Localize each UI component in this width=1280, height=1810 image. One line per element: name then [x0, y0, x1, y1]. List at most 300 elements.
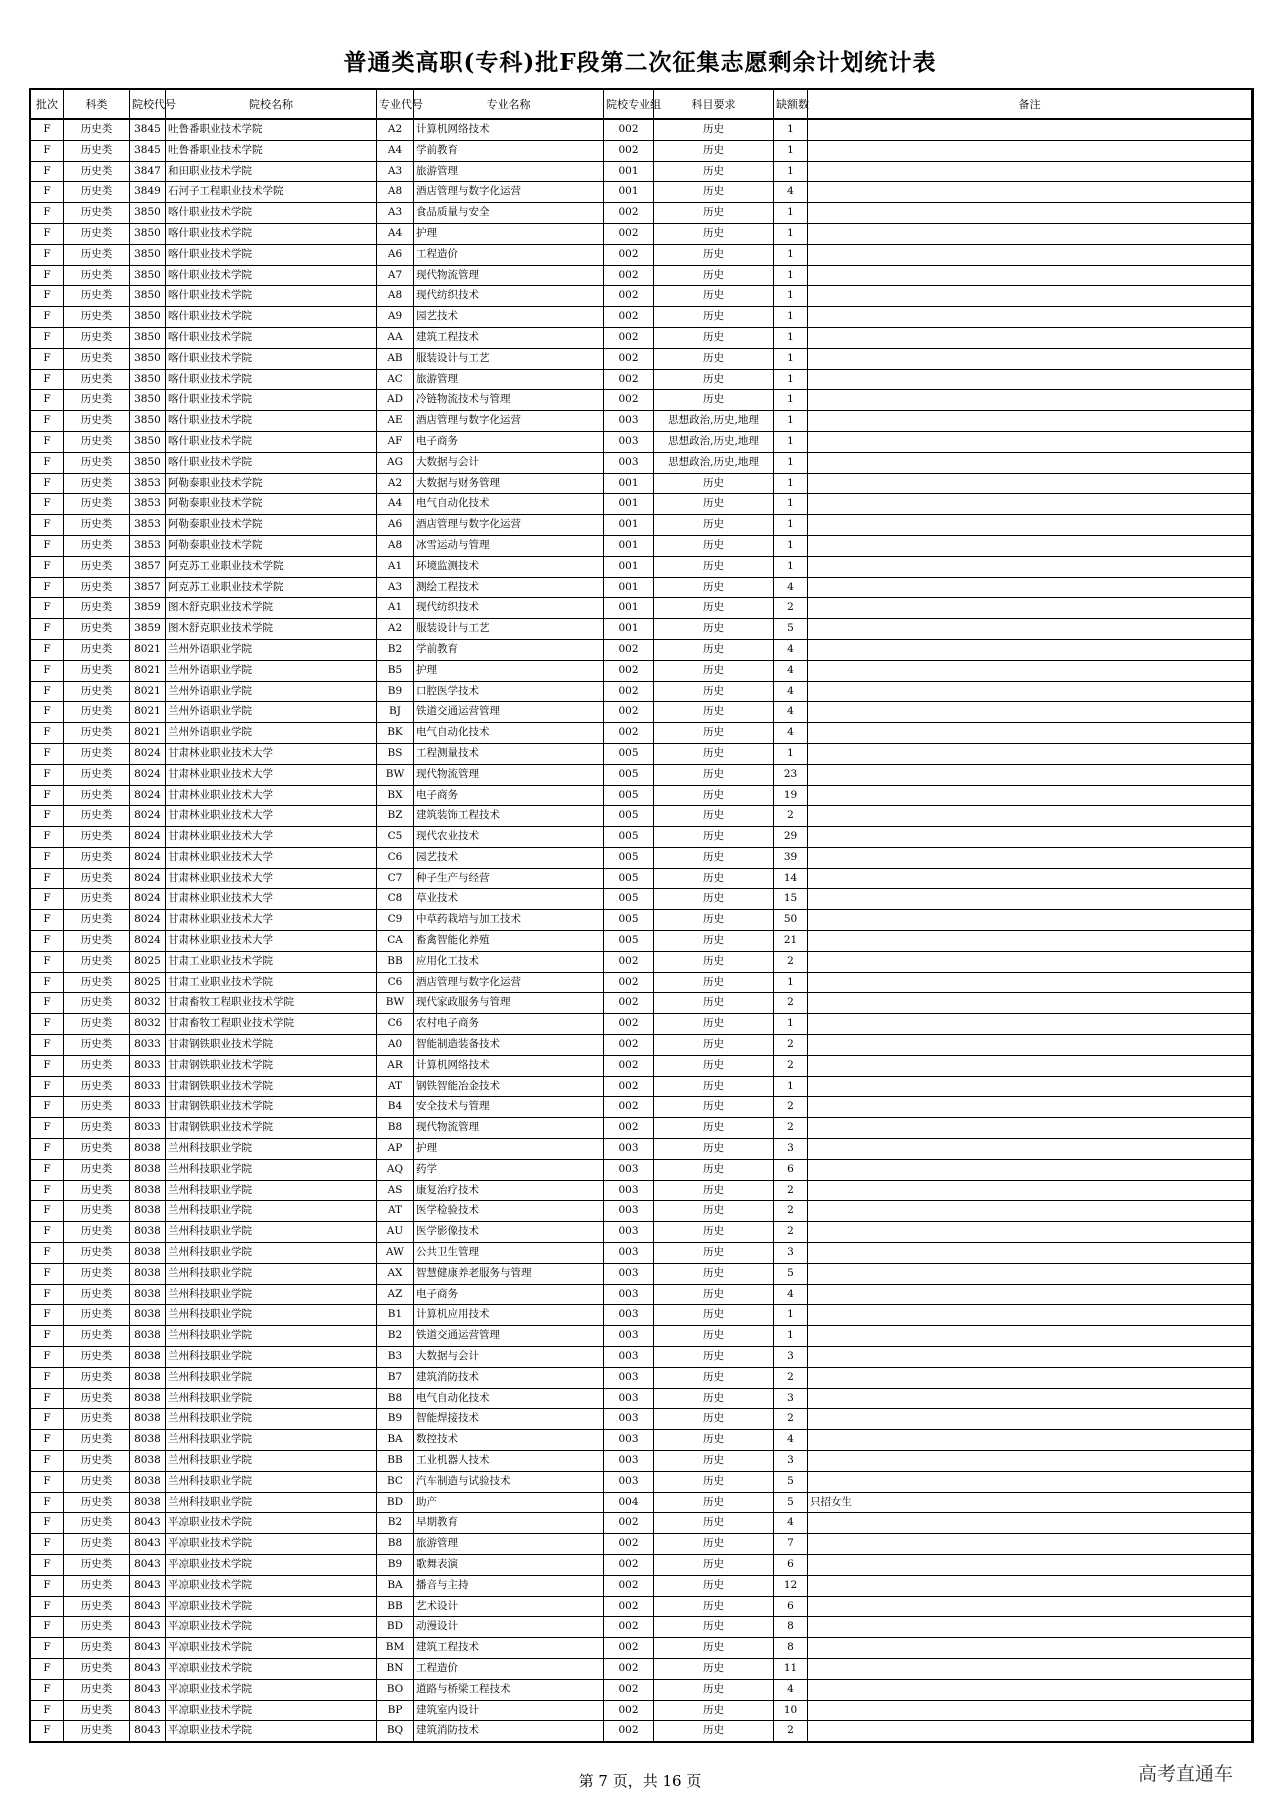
- table-row: [31, 203, 1252, 224]
- table-row: [31, 1451, 1252, 1472]
- cell-major-name: 环境监测技术: [414, 556, 604, 577]
- cell-vacancy: 4: [774, 723, 808, 744]
- cell-major-code: AZ: [377, 1284, 414, 1305]
- cell-batch: F: [31, 369, 64, 390]
- cell-school-code: 3859: [130, 598, 166, 619]
- cell-subject-req: 历史: [654, 244, 774, 265]
- cell-vacancy: 2: [774, 1721, 808, 1742]
- cell-remark: [808, 494, 1252, 515]
- cell-subject-req: 历史: [654, 535, 774, 556]
- cell-remark: [808, 286, 1252, 307]
- cell-batch: F: [31, 1388, 64, 1409]
- cell-remark: [808, 1159, 1252, 1180]
- cell-major-code: AC: [377, 369, 414, 390]
- cell-category: 历史类: [64, 1451, 130, 1472]
- cell-school-name: 兰州科技职业学院: [166, 1284, 377, 1305]
- cell-vacancy: 4: [774, 1284, 808, 1305]
- cell-school-code: 8043: [130, 1700, 166, 1721]
- cell-major-name: 大数据与会计: [414, 452, 604, 473]
- cell-major-code: AQ: [377, 1159, 414, 1180]
- cell-batch: F: [31, 598, 64, 619]
- cell-school-name: 兰州科技职业学院: [166, 1243, 377, 1264]
- cell-subject-req: 历史: [654, 286, 774, 307]
- cell-remark: [808, 1617, 1252, 1638]
- cell-group-code: 002: [604, 140, 654, 161]
- cell-group-code: 002: [604, 723, 654, 744]
- cell-major-name: 酒店管理与数字化运营: [414, 515, 604, 536]
- cell-batch: F: [31, 868, 64, 889]
- cell-major-name: 工程造价: [414, 1658, 604, 1679]
- cell-vacancy: 1: [774, 286, 808, 307]
- cell-category: 历史类: [64, 1430, 130, 1451]
- cell-group-code: 002: [604, 244, 654, 265]
- cell-vacancy: 19: [774, 785, 808, 806]
- cell-major-name: 建筑装饰工程技术: [414, 806, 604, 827]
- cell-major-code: AF: [377, 431, 414, 452]
- cell-group-code: 003: [604, 1284, 654, 1305]
- cell-vacancy: 1: [774, 473, 808, 494]
- table-row: [31, 223, 1252, 244]
- table-row: [31, 1658, 1252, 1679]
- cell-remark: [808, 1471, 1252, 1492]
- cell-major-name: 电气自动化技术: [414, 1388, 604, 1409]
- cell-category: 历史类: [64, 1035, 130, 1056]
- cell-category: 历史类: [64, 473, 130, 494]
- cell-category: 历史类: [64, 1513, 130, 1534]
- cell-remark: [808, 598, 1252, 619]
- cell-group-code: 003: [604, 1159, 654, 1180]
- cell-category: 历史类: [64, 161, 130, 182]
- table-row: [31, 868, 1252, 889]
- cell-major-name: 播音与主持: [414, 1575, 604, 1596]
- cell-subject-req: 历史: [654, 1201, 774, 1222]
- cell-major-name: 动漫设计: [414, 1617, 604, 1638]
- table-row: [31, 515, 1252, 536]
- cell-major-name: 智慧健康养老服务与管理: [414, 1263, 604, 1284]
- cell-group-code: 002: [604, 1014, 654, 1035]
- cell-school-name: 平凉职业技术学院: [166, 1679, 377, 1700]
- cell-vacancy: 1: [774, 119, 808, 140]
- cell-vacancy: 1: [774, 244, 808, 265]
- cell-major-name: 歌舞表演: [414, 1554, 604, 1575]
- table-row: [31, 743, 1252, 764]
- cell-remark: [808, 723, 1252, 744]
- cell-batch: F: [31, 993, 64, 1014]
- cell-school-name: 甘肃畜牧工程职业技术学院: [166, 1014, 377, 1035]
- cell-remark: [808, 452, 1252, 473]
- cell-vacancy: 5: [774, 1263, 808, 1284]
- cell-major-name: 工程造价: [414, 244, 604, 265]
- cell-batch: F: [31, 660, 64, 681]
- table-row: [31, 1222, 1252, 1243]
- cell-major-name: 现代农业技术: [414, 827, 604, 848]
- cell-subject-req: 历史: [654, 639, 774, 660]
- cell-school-name: 甘肃林业职业技术大学: [166, 743, 377, 764]
- cell-school-code: 3857: [130, 577, 166, 598]
- cell-vacancy: 3: [774, 1347, 808, 1368]
- cell-major-name: 电子商务: [414, 431, 604, 452]
- cell-group-code: 005: [604, 910, 654, 931]
- cell-subject-req: 历史: [654, 1076, 774, 1097]
- cell-vacancy: 1: [774, 743, 808, 764]
- cell-major-name: 数控技术: [414, 1430, 604, 1451]
- cell-category: 历史类: [64, 743, 130, 764]
- cell-remark: [808, 1658, 1252, 1679]
- cell-major-code: C9: [377, 910, 414, 931]
- cell-subject-req: 历史: [654, 972, 774, 993]
- cell-school-name: 阿勒泰职业技术学院: [166, 494, 377, 515]
- cell-category: 历史类: [64, 265, 130, 286]
- cell-category: 历史类: [64, 411, 130, 432]
- brand-watermark: 高考直通车: [1138, 1763, 1234, 1785]
- cell-remark: [808, 1118, 1252, 1139]
- cell-major-name: 艺术设计: [414, 1596, 604, 1617]
- cell-school-code: 8024: [130, 764, 166, 785]
- cell-major-code: B1: [377, 1305, 414, 1326]
- cell-school-code: 8043: [130, 1596, 166, 1617]
- cell-category: 历史类: [64, 431, 130, 452]
- cell-major-name: 铁道交通运营管理: [414, 702, 604, 723]
- cell-major-name: 现代家政服务与管理: [414, 993, 604, 1014]
- cell-major-code: B2: [377, 1326, 414, 1347]
- cell-subject-req: 历史: [654, 1326, 774, 1347]
- cell-subject-req: 历史: [654, 369, 774, 390]
- cell-major-code: BA: [377, 1430, 414, 1451]
- cell-school-name: 喀什职业技术学院: [166, 348, 377, 369]
- cell-batch: F: [31, 827, 64, 848]
- cell-remark: [808, 327, 1252, 348]
- cell-subject-req: 历史: [654, 993, 774, 1014]
- table-row: [31, 1721, 1252, 1742]
- table-row: [31, 827, 1252, 848]
- cell-group-code: 005: [604, 806, 654, 827]
- cell-major-code: A8: [377, 286, 414, 307]
- table-row: [31, 390, 1252, 411]
- table-row: [31, 1596, 1252, 1617]
- cell-subject-req: 历史: [654, 1139, 774, 1160]
- cell-major-code: AD: [377, 390, 414, 411]
- cell-subject-req: 历史: [654, 1596, 774, 1617]
- cell-school-name: 甘肃林业职业技术大学: [166, 806, 377, 827]
- cell-batch: F: [31, 1180, 64, 1201]
- cell-vacancy: 2: [774, 1118, 808, 1139]
- cell-batch: F: [31, 1055, 64, 1076]
- cell-vacancy: 2: [774, 1035, 808, 1056]
- cell-major-name: 现代物流管理: [414, 265, 604, 286]
- table-row: [31, 161, 1252, 182]
- cell-school-name: 喀什职业技术学院: [166, 390, 377, 411]
- cell-vacancy: 3: [774, 1451, 808, 1472]
- cell-remark: [808, 847, 1252, 868]
- cell-category: 历史类: [64, 827, 130, 848]
- cell-remark: [808, 889, 1252, 910]
- cell-subject-req: 历史: [654, 1055, 774, 1076]
- cell-group-code: 002: [604, 681, 654, 702]
- cell-category: 历史类: [64, 681, 130, 702]
- table-row: [31, 639, 1252, 660]
- cell-group-code: 002: [604, 951, 654, 972]
- cell-batch: F: [31, 223, 64, 244]
- cell-group-code: 004: [604, 1492, 654, 1513]
- cell-major-name: 种子生产与经营: [414, 868, 604, 889]
- cell-major-name: 医学影像技术: [414, 1222, 604, 1243]
- cell-batch: F: [31, 307, 64, 328]
- cell-batch: F: [31, 1097, 64, 1118]
- cell-vacancy: 23: [774, 764, 808, 785]
- cell-major-name: 酒店管理与数字化运营: [414, 972, 604, 993]
- cell-category: 历史类: [64, 806, 130, 827]
- cell-major-code: BD: [377, 1492, 414, 1513]
- plan-table: [30, 89, 1252, 1742]
- cell-category: 历史类: [64, 889, 130, 910]
- cell-major-code: C6: [377, 847, 414, 868]
- cell-major-name: 计算机网络技术: [414, 1055, 604, 1076]
- cell-school-code: 3850: [130, 348, 166, 369]
- table-row: [31, 1471, 1252, 1492]
- table-row: [31, 1243, 1252, 1264]
- cell-remark: [808, 1076, 1252, 1097]
- cell-major-code: AA: [377, 327, 414, 348]
- cell-major-code: B7: [377, 1367, 414, 1388]
- cell-school-code: 3847: [130, 161, 166, 182]
- cell-vacancy: 4: [774, 702, 808, 723]
- cell-remark: [808, 244, 1252, 265]
- table-row: [31, 1055, 1252, 1076]
- cell-batch: F: [31, 1159, 64, 1180]
- cell-school-name: 平凉职业技术学院: [166, 1700, 377, 1721]
- cell-school-name: 甘肃林业职业技术大学: [166, 910, 377, 931]
- cell-category: 历史类: [64, 535, 130, 556]
- table-row: [31, 1513, 1252, 1534]
- cell-remark: [808, 1035, 1252, 1056]
- cell-group-code: 001: [604, 577, 654, 598]
- cell-category: 历史类: [64, 868, 130, 889]
- cell-school-name: 甘肃林业职业技术大学: [166, 785, 377, 806]
- cell-school-name: 兰州科技职业学院: [166, 1263, 377, 1284]
- cell-major-name: 中草药栽培与加工技术: [414, 910, 604, 931]
- cell-subject-req: 历史: [654, 951, 774, 972]
- cell-category: 历史类: [64, 598, 130, 619]
- cell-subject-req: 历史: [654, 1284, 774, 1305]
- cell-remark: [808, 1409, 1252, 1430]
- cell-remark: [808, 348, 1252, 369]
- cell-group-code: 003: [604, 1201, 654, 1222]
- cell-batch: F: [31, 1638, 64, 1659]
- cell-major-code: A6: [377, 515, 414, 536]
- cell-school-code: 8025: [130, 951, 166, 972]
- cell-school-name: 喀什职业技术学院: [166, 411, 377, 432]
- cell-subject-req: 历史: [654, 1305, 774, 1326]
- cell-category: 历史类: [64, 369, 130, 390]
- cell-group-code: 003: [604, 452, 654, 473]
- cell-remark: [808, 1284, 1252, 1305]
- table-row: [31, 556, 1252, 577]
- cell-school-name: 甘肃畜牧工程职业技术学院: [166, 993, 377, 1014]
- header-vacancy: 缺额数: [774, 90, 808, 120]
- cell-category: 历史类: [64, 1222, 130, 1243]
- cell-batch: F: [31, 1575, 64, 1596]
- cell-major-code: B8: [377, 1388, 414, 1409]
- cell-school-name: 平凉职业技术学院: [166, 1638, 377, 1659]
- cell-remark: [808, 307, 1252, 328]
- cell-major-name: 智能制造装备技术: [414, 1035, 604, 1056]
- cell-category: 历史类: [64, 1388, 130, 1409]
- cell-category: 历史类: [64, 1139, 130, 1160]
- cell-vacancy: 5: [774, 1471, 808, 1492]
- cell-vacancy: 1: [774, 161, 808, 182]
- cell-group-code: 005: [604, 931, 654, 952]
- cell-remark: [808, 1721, 1252, 1742]
- cell-school-code: 8024: [130, 847, 166, 868]
- cell-category: 历史类: [64, 910, 130, 931]
- cell-major-name: 建筑消防技术: [414, 1721, 604, 1742]
- cell-remark: [808, 1014, 1252, 1035]
- cell-school-name: 兰州科技职业学院: [166, 1222, 377, 1243]
- cell-remark: [808, 764, 1252, 785]
- cell-batch: F: [31, 140, 64, 161]
- cell-major-name: 安全技术与管理: [414, 1097, 604, 1118]
- cell-remark: [808, 1305, 1252, 1326]
- cell-remark: [808, 161, 1252, 182]
- cell-vacancy: 1: [774, 223, 808, 244]
- cell-remark: [808, 1638, 1252, 1659]
- cell-major-code: BM: [377, 1638, 414, 1659]
- cell-major-code: BW: [377, 993, 414, 1014]
- table-row: [31, 764, 1252, 785]
- cell-batch: F: [31, 556, 64, 577]
- cell-category: 历史类: [64, 577, 130, 598]
- cell-school-code: 3845: [130, 140, 166, 161]
- cell-remark: [808, 1055, 1252, 1076]
- cell-major-code: AG: [377, 452, 414, 473]
- cell-batch: F: [31, 1347, 64, 1368]
- cell-vacancy: 5: [774, 619, 808, 640]
- table-row: [31, 369, 1252, 390]
- cell-batch: F: [31, 951, 64, 972]
- cell-category: 历史类: [64, 1367, 130, 1388]
- cell-group-code: 001: [604, 182, 654, 203]
- cell-major-name: 测绘工程技术: [414, 577, 604, 598]
- cell-category: 历史类: [64, 1305, 130, 1326]
- cell-major-code: A2: [377, 619, 414, 640]
- table-row: [31, 1409, 1252, 1430]
- cell-batch: F: [31, 1326, 64, 1347]
- cell-batch: F: [31, 1679, 64, 1700]
- cell-school-code: 8033: [130, 1097, 166, 1118]
- cell-vacancy: 1: [774, 1076, 808, 1097]
- cell-category: 历史类: [64, 494, 130, 515]
- cell-subject-req: 历史: [654, 577, 774, 598]
- cell-batch: F: [31, 619, 64, 640]
- table-row: [31, 1035, 1252, 1056]
- cell-group-code: 003: [604, 1347, 654, 1368]
- table-row: [31, 847, 1252, 868]
- cell-subject-req: 历史: [654, 1097, 774, 1118]
- table-row: [31, 1554, 1252, 1575]
- cell-vacancy: 1: [774, 348, 808, 369]
- cell-vacancy: 2: [774, 1097, 808, 1118]
- cell-subject-req: 历史: [654, 1243, 774, 1264]
- cell-subject-req: 历史: [654, 702, 774, 723]
- cell-subject-req: 历史: [654, 743, 774, 764]
- cell-school-code: 3853: [130, 515, 166, 536]
- cell-remark: [808, 119, 1252, 140]
- cell-vacancy: 6: [774, 1159, 808, 1180]
- cell-group-code: 001: [604, 515, 654, 536]
- cell-category: 历史类: [64, 1263, 130, 1284]
- cell-subject-req: 历史: [654, 1617, 774, 1638]
- cell-school-code: 8038: [130, 1284, 166, 1305]
- cell-category: 历史类: [64, 327, 130, 348]
- cell-batch: F: [31, 1596, 64, 1617]
- cell-batch: F: [31, 1201, 64, 1222]
- cell-major-name: 护理: [414, 223, 604, 244]
- cell-major-code: B8: [377, 1118, 414, 1139]
- cell-group-code: 002: [604, 327, 654, 348]
- cell-batch: F: [31, 1076, 64, 1097]
- cell-category: 历史类: [64, 1471, 130, 1492]
- cell-batch: F: [31, 1658, 64, 1679]
- cell-major-name: 医学检验技术: [414, 1201, 604, 1222]
- cell-school-name: 阿克苏工业职业技术学院: [166, 577, 377, 598]
- cell-subject-req: 历史: [654, 494, 774, 515]
- cell-category: 历史类: [64, 203, 130, 224]
- table-row: [31, 681, 1252, 702]
- cell-vacancy: 4: [774, 681, 808, 702]
- cell-school-name: 兰州外语职业学院: [166, 660, 377, 681]
- cell-category: 历史类: [64, 1347, 130, 1368]
- cell-batch: F: [31, 1263, 64, 1284]
- cell-major-code: BD: [377, 1617, 414, 1638]
- cell-major-name: 农村电子商务: [414, 1014, 604, 1035]
- cell-batch: F: [31, 182, 64, 203]
- cell-batch: F: [31, 577, 64, 598]
- cell-group-code: 003: [604, 1409, 654, 1430]
- cell-major-code: A2: [377, 473, 414, 494]
- cell-school-code: 8038: [130, 1222, 166, 1243]
- cell-group-code: 002: [604, 1076, 654, 1097]
- table-row: [31, 598, 1252, 619]
- cell-school-code: 8038: [130, 1180, 166, 1201]
- cell-group-code: 002: [604, 1638, 654, 1659]
- cell-remark: [808, 1554, 1252, 1575]
- header-category: 科类: [64, 90, 130, 120]
- table-row: [31, 1367, 1252, 1388]
- table-row: [31, 1575, 1252, 1596]
- cell-subject-req: 历史: [654, 1554, 774, 1575]
- cell-major-code: BW: [377, 764, 414, 785]
- cell-batch: F: [31, 161, 64, 182]
- cell-major-code: B2: [377, 639, 414, 660]
- cell-group-code: 002: [604, 265, 654, 286]
- cell-batch: F: [31, 1534, 64, 1555]
- cell-remark: [808, 972, 1252, 993]
- table-row: [31, 972, 1252, 993]
- cell-major-code: BZ: [377, 806, 414, 827]
- cell-group-code: 002: [604, 972, 654, 993]
- header-group-code: 院校专业组: [604, 90, 654, 120]
- cell-subject-req: 历史: [654, 556, 774, 577]
- table-row: [31, 182, 1252, 203]
- cell-batch: F: [31, 119, 64, 140]
- cell-major-name: 冷链物流技术与管理: [414, 390, 604, 411]
- cell-subject-req: 历史: [654, 1430, 774, 1451]
- cell-vacancy: 1: [774, 535, 808, 556]
- cell-vacancy: 2: [774, 951, 808, 972]
- cell-remark: [808, 515, 1252, 536]
- table-row: [31, 307, 1252, 328]
- table-row: [31, 1284, 1252, 1305]
